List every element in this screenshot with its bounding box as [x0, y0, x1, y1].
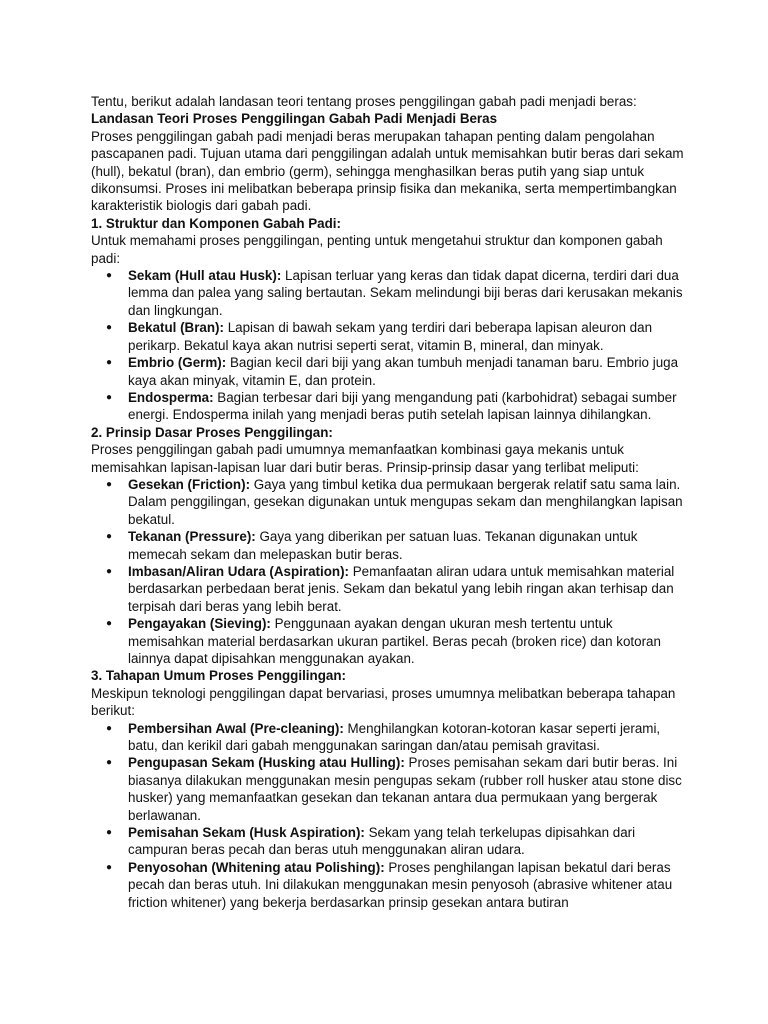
section-3-list: [91, 720, 691, 911]
list-item-term: Imbasan/Aliran Udara (Aspiration):: [128, 563, 349, 579]
list-item-text: Gaya yang timbul ketika dua permukaan bergerak relatif satu sama lain. Dalam penggilingan, gesekan digunakan untuk mengupas sekam dan menghilangkan lapisan bekatul.: [128, 476, 683, 527]
list-item: [128, 319, 691, 354]
list-item-text: Proses pemisahan sekam dari butir beras. Ini biasanya dilakukan menggunakan mesin pengupas sekam (rubber roll husker atau stone disc husker) yang memanfaatkan gesekan dan tekanan antara dua permukaan yang bergerak berlawanan.: [128, 755, 682, 823]
section-2-lead: Proses penggilingan gabah padi umumnya memanfaatkan kombinasi gaya mekanis untuk memisahkan lapisan-lapisan luar dari butir beras. Prinsip-prinsip dasar yang terlibat meliputi:: [91, 442, 639, 475]
list-item-term: Tekanan (Pressure):: [128, 529, 256, 545]
list-item-text: Bagian kecil dari biji yang akan tumbuh menjadi tanaman baru. Embrio juga kaya akan minyak, vitamin E, dan protein.: [128, 355, 679, 388]
list-item: [128, 615, 691, 667]
list-item-term: Pengupasan Sekam (Husking atau Hulling):: [128, 755, 405, 771]
list-item-text: Pemanfaatan aliran udara untuk memisahkan material berdasarkan perbedaan berat jenis. Sekam dan bekatul yang lebih ringan akan terhisap dan terpisah dari beras yang lebih berat.: [128, 563, 675, 614]
section-1-heading: 1. Struktur dan Komponen Gabah Padi:: [91, 215, 341, 231]
list-item-term: Bekatul (Bran):: [128, 320, 224, 336]
list-item-text: Gaya yang diberikan per satuan luas. Tekanan digunakan untuk memecah sekam dan melepaskan butir beras.: [128, 529, 638, 562]
list-item-term: Pemisahan Sekam (Husk Aspiration):: [128, 825, 365, 841]
list-item-text: Lapisan terluar yang keras dan tidak dapat dicerna, terdiri dari dua lemma dan palea yang saling bertautan. Sekam melindungi biji beras dari kerusakan mekanis dan lingkungan.: [128, 268, 683, 318]
list-item-term: Gesekan (Friction):: [128, 476, 251, 492]
list-item-text: Lapisan di bawah sekam yang terdiri dari beberapa lapisan aleuron dan perikarp. Bekatul kaya akan nutrisi seperti serat, vitamin B, mineral, dan minyak.: [128, 320, 653, 353]
list-item-text: Sekam yang telah terkelupas dipisahkan dari campuran beras pecah dan beras utuh menggunakan aliran udara.: [128, 825, 636, 858]
list-item: [128, 267, 691, 319]
list-item-term: Embrio (Germ):: [128, 355, 227, 371]
list-item: [128, 563, 691, 615]
list-item-term: Sekam (Hull atau Husk):: [128, 268, 282, 284]
list-item: [128, 824, 691, 859]
section-2-list: [91, 476, 691, 667]
section-1-list: [91, 267, 691, 424]
section-1-lead: Untuk memahami proses penggilingan, penting untuk mengetahui struktur dan komponen gabah padi:: [91, 233, 663, 266]
list-item: [128, 354, 691, 389]
list-item-term: Pembersihan Awal (Pre-cleaning):: [128, 720, 344, 736]
list-item-text: Penggunaan ayakan dengan ukuran mesh tertentu untuk memisahkan material berdasarkan ukuran partikel. Beras pecah (broken rice) dan kotoran lainnya dapat dipisahkan menggunakan ayakan.: [128, 616, 661, 666]
section-3-heading: 3. Tahapan Umum Proses Penggilingan:: [91, 668, 346, 684]
list-item: [128, 476, 691, 528]
list-item-text: Menghilangkan kotoran-kotoran kasar seperti jerami, batu, dan kerikil dari gabah menggunakan saringan dan/atau pemisah gravitasi.: [128, 720, 661, 754]
document-body: [91, 93, 691, 911]
intro-paragraph: Proses penggilingan gabah padi menjadi beras merupakan tahapan penting dalam pengolahan pascapanen padi. Tujuan utama dari penggilingan adalah untuk memisahkan butir beras dari sekam (hull), bekatul (bran), dan embrio (germ), sehingga menghasilkan beras putih yang siap untuk dikonsumsi. Proses ini melibatkan beberapa prinsip fisika dan mekanika, serta mempertimbangkan karakteristik biologis dari gabah padi.: [91, 128, 684, 214]
section-3-lead: Meskipun teknologi penggilingan dapat bervariasi, proses umumnya melibatkan beberapa tahapan berikut:: [91, 685, 676, 719]
list-item-text: Bagian terbesar dari biji yang mengandung pati (karbohidrat) sebagai sumber energi. Endosperma inilah yang menjadi beras putih setelah lapisan lainnya dihilangkan.: [128, 389, 677, 423]
list-item-term: Penyosohan (Whitening atau Polishing):: [128, 859, 385, 875]
list-item-term: Pengayakan (Sieving):: [128, 616, 271, 632]
list-item: [128, 389, 691, 424]
list-item: [128, 859, 691, 911]
section-2-heading: 2. Prinsip Dasar Proses Penggilingan:: [91, 424, 333, 440]
list-item: [128, 754, 691, 824]
list-item-text: Proses penghilangan lapisan bekatul dari beras pecah dan beras utuh. Ini dilakukan menggunakan mesin penyosoh (abrasive whitener atau friction whitener) yang bekerja berdasarkan prinsip gesekan antara butiran: [128, 859, 673, 910]
list-item: [128, 720, 691, 755]
list-item: [128, 528, 691, 563]
intro-text: Tentu, berikut adalah landasan teori tentang proses penggilingan gabah padi menjadi beras:: [91, 94, 637, 109]
list-item-term: Endosperma:: [128, 389, 214, 405]
document-title: Landasan Teori Proses Penggilingan Gabah Padi Menjadi Beras: [91, 111, 498, 127]
